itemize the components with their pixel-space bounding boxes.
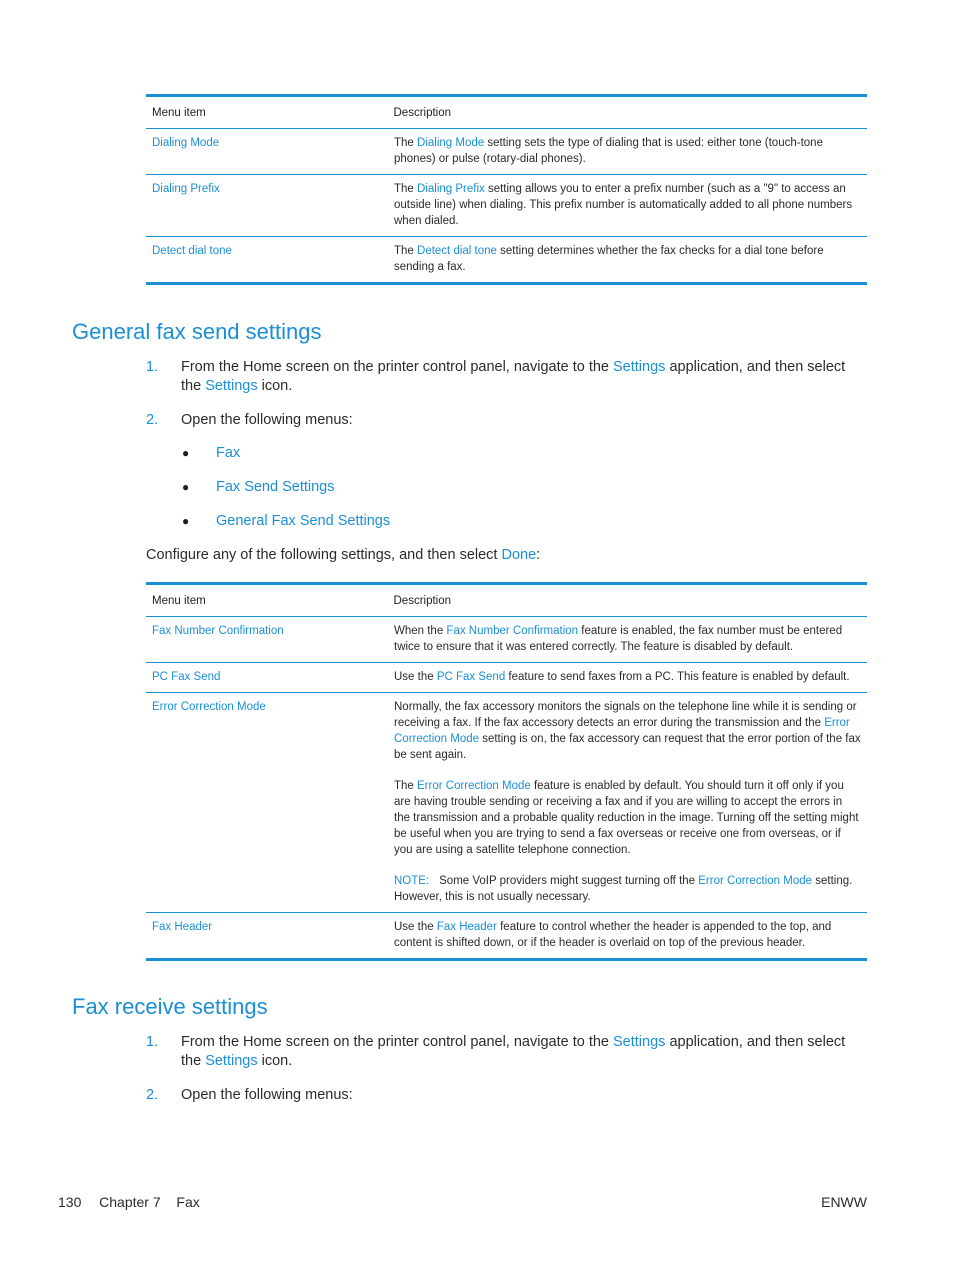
step-text: From the Home screen on the printer control panel, navigate to the Settings application, and then select the Settings icon. [181, 1034, 846, 1069]
link-settings-app[interactable]: Settings [613, 359, 666, 375]
table-row [146, 237, 867, 284]
page-number: 130 [58, 1194, 82, 1210]
link-fax-header[interactable]: Fax Header [436, 921, 497, 933]
menu-link-general-fax-send-settings[interactable]: General Fax Send Settings [216, 513, 391, 529]
chapter-label: Chapter 7 [99, 1194, 161, 1210]
link-pc-fax-send[interactable]: PC Fax Send [436, 671, 506, 683]
table-row [146, 617, 867, 663]
menu-item-fax-number-confirmation[interactable]: Fax Number Confirmation [152, 625, 284, 637]
link-detect-dial-tone[interactable]: Detect dial tone [417, 245, 497, 257]
note-label: NOTE: [394, 875, 430, 887]
description-cell: Use the PC Fax Send feature to send faxes from a PC. This feature is enabled by default. [388, 663, 868, 693]
configure-instruction: Configure any of the following settings, and then select Done: [146, 547, 541, 563]
table-header-row [146, 96, 867, 129]
note: NOTE: Some VoIP providers might suggest turning off the Error Correction Mode setting. However, this is not usually necessary. [394, 875, 853, 903]
step-1 [146, 358, 866, 398]
step-text: Open the following menus: [181, 1087, 353, 1103]
description-cell: The Dialing Prefix setting allows you to enter a prefix number (such as a "9" to access an outside line) when dialing. This prefix number is automatically added to all phone numbers when dialed. [388, 175, 868, 237]
page-footer-right: ENWW [821, 1194, 867, 1210]
step-text: From the Home screen on the printer control panel, navigate to the Settings application, and then select the Settings icon. [181, 359, 846, 394]
step-number: 2. [146, 1087, 159, 1103]
bullet-icon: ● [182, 480, 190, 494]
link-error-correction-mode[interactable]: Error Correction Mode [394, 717, 850, 745]
menu-item-fax-header[interactable]: Fax Header [152, 921, 213, 933]
link-done[interactable]: Done [501, 547, 537, 563]
description-cell: Use the Fax Header feature to control whether the header is appended to the top, and content is shifted down, or if the header is overlaid on top of the previous header. [388, 913, 868, 960]
link-dialing-mode[interactable]: Dialing Mode [417, 137, 485, 149]
table-row [146, 913, 867, 960]
step-number: 1. [146, 359, 159, 375]
menu-link-fax[interactable]: Fax [216, 445, 241, 461]
menu-link-fax-send-settings[interactable]: Fax Send Settings [216, 479, 335, 495]
section-title-general-fax-send: General fax send settings [72, 319, 322, 344]
menu-item-error-correction-mode[interactable]: Error Correction Mode [152, 701, 266, 713]
menu-table-fax-send [146, 582, 867, 961]
description-cell: When the Fax Number Confirmation feature is enabled, the fax number must be entered twice to ensure that it was entered correctly. The feature is disabled by default. [388, 617, 868, 663]
bullet-icon: ● [182, 514, 190, 528]
column-header-menu-item: Menu item [146, 584, 388, 617]
menu-table-dialing [146, 94, 867, 285]
menu-item-pc-fax-send[interactable]: PC Fax Send [152, 671, 221, 683]
menu-item-dialing-mode[interactable]: Dialing Mode [152, 137, 220, 149]
column-header-description: Description [388, 96, 868, 129]
table-row [146, 175, 867, 237]
column-header-description: Description [388, 584, 868, 617]
link-settings-icon[interactable]: Settings [205, 378, 258, 394]
link-settings-icon[interactable]: Settings [205, 1053, 258, 1069]
column-header-menu-item: Menu item [146, 96, 388, 129]
step-2 [146, 411, 866, 431]
step-text: Open the following menus: [181, 412, 353, 428]
step-2 [146, 1086, 866, 1106]
link-dialing-prefix[interactable]: Dialing Prefix [417, 183, 485, 195]
menu-item-dialing-prefix[interactable]: Dialing Prefix [152, 183, 220, 195]
section-title-fax-receive: Fax receive settings [72, 994, 268, 1019]
link-error-correction-mode[interactable]: Error Correction Mode [698, 875, 813, 887]
link-settings-app[interactable]: Settings [613, 1034, 666, 1050]
description-cell: The Dialing Mode setting sets the type of dialing that is used: either tone (touch-tone phones) or pulse (rotary-dial phones). [388, 129, 868, 175]
description-paragraph: The Error Correction Mode feature is enabled by default. You should turn it off only if you are having trouble sending or receiving a fax and if you are willing to accept the errors in the transmission and a probable quality reduction in the image. Turning off the setting might be useful when you are trying to send a fax overseas or receive one from overseas, or if you are using a satellite telephone connection. [394, 780, 859, 856]
page-footer-left [58, 1194, 200, 1210]
step-number: 2. [146, 412, 159, 428]
chapter-title: Fax [176, 1194, 200, 1210]
description-cell [388, 693, 868, 913]
link-error-correction-mode[interactable]: Error Correction Mode [417, 780, 531, 792]
menu-item-detect-dial-tone[interactable]: Detect dial tone [152, 245, 232, 257]
table-row [146, 663, 867, 693]
step-number: 1. [146, 1034, 159, 1050]
description-cell: The Detect dial tone setting determines whether the fax checks for a dial tone before sending a fax. [388, 237, 868, 284]
table-row [146, 129, 867, 175]
table-header-row [146, 584, 867, 617]
description-paragraph: Normally, the fax accessory monitors the signals on the telephone line while it is sending or receiving a fax. If the fax accessory detects an error during the transmission and the Error Correction Mode setting is on, the fax accessory can request that the error portion of the fax be sent again. [394, 701, 861, 761]
bullet-icon: ● [182, 446, 190, 460]
table-row [146, 693, 867, 913]
step-1 [146, 1033, 866, 1073]
link-fax-number-confirmation[interactable]: Fax Number Confirmation [446, 625, 579, 637]
